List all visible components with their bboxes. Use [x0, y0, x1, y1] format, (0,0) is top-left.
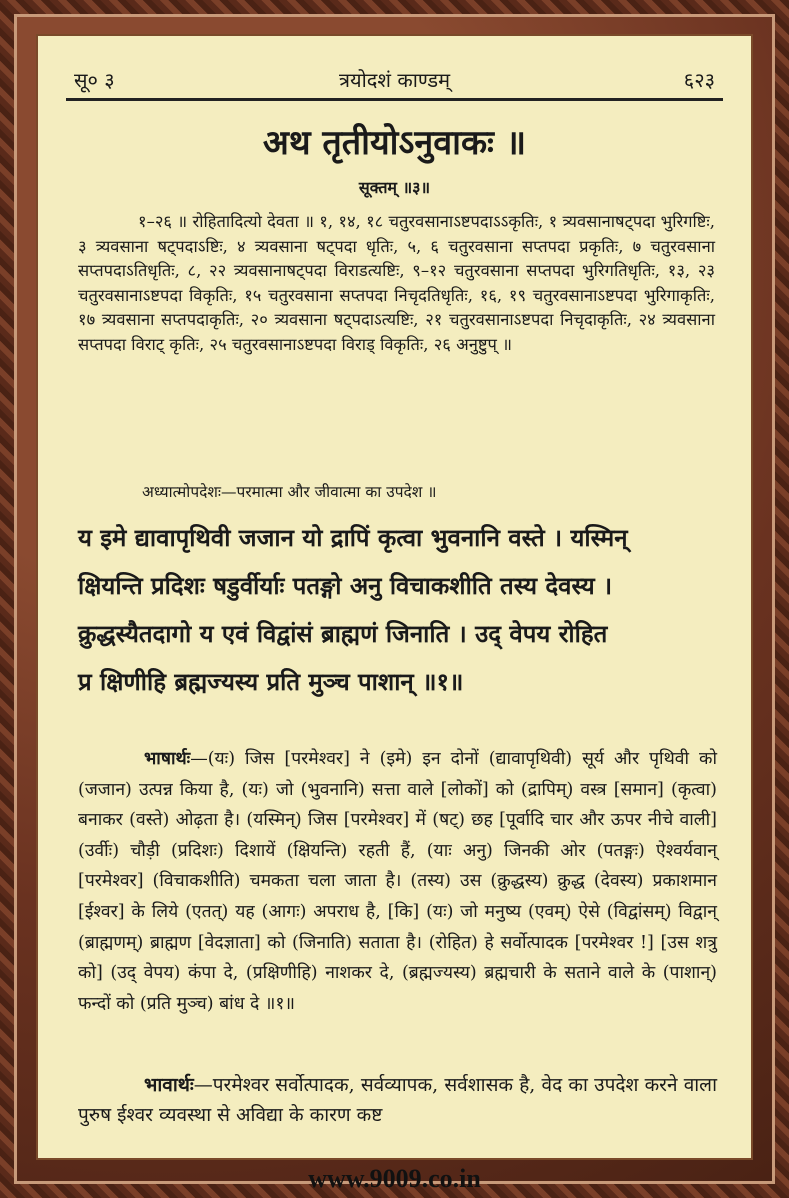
website-watermark: www.9009.co.in	[308, 1164, 481, 1193]
page-number: ६२३	[683, 68, 715, 92]
bhasharth-paragraph	[78, 744, 717, 1019]
bhasharth-label: भाषार्थः	[144, 749, 191, 769]
anuvaka-title: अथ तृतीयोऽनुवाकः ॥	[262, 123, 527, 163]
mantra-line: क्षियन्ति प्रदिशः षडुर्वीर्याः पतङ्गो अनु विचाकशीति तस्य देवस्य ।	[78, 571, 613, 600]
bhavarth-label: भावार्थः	[144, 1074, 194, 1096]
devata-chhanda-text: १–२६ ॥ रोहितादित्यो देवता ॥ १, १४, १८ चतुरवसानाऽष्टपदाऽऽकृतिः, १ त्र्यवसानाषट्पदा भुरिगष्टिः, ३ त्र्यवसाना षट्पदाऽष्टिः, ४ त्र्यवसाना षट्पदा धृतिः, ५, ६ चतुरवसाना सप्तपदा प्रकृतिः, ७ चतुरवसाना सप्तपदाऽतिधृतिः, ८, २२ त्र्यवसानाषट्पदा विराडत्यष्टिः, ९–१२ चतुरवसाना सप्तपदा भुरिगतिधृतिः, १३, २३ चतुरवसानाऽष्टपदा विकृतिः, १५ चतुरवसाना सप्तपदा निचृदतिधृतिः, १६, १९ चतुरवसानाऽष्टपदा भुरिगाकृतिः, १७ त्र्यवसाना सप्तपदाकृतिः, २० त्र्यवसाना षट्पदाऽत्यष्टिः, २१ चतुरवसानाऽष्टपदा निचृदाकृतिः, २४ त्र्यवसाना सप्तपदा विराट् कृतिः, २५ चतुरवसानाऽष्टपदा विराड् विकृतिः, २६ अनुष्टुप् ॥	[78, 212, 715, 354]
mantra-line: य इमे द्यावापृथिवी जजान यो द्रापिं कृत्वा भुवनानि वस्ते । यस्मिन्	[78, 523, 628, 552]
kanda-title: त्रयोदशं काण्डम्	[338, 68, 451, 92]
bhavarth-paragraph	[78, 1070, 717, 1130]
bhavarth-text: —परमेश्वर सर्वोत्पादक, सर्वव्यापक, सर्वशासक है, वेद का उपदेश करने वाला पुरुष ईश्वर व्यवस्था से अविद्या के कारण कष्ट	[78, 1074, 717, 1126]
mantra-line: क्रुद्धस्यैतदागो य एवं विद्वांसं ब्राह्मणं जिनाति । उद् वेपय रोहित	[78, 619, 608, 648]
mantra-line: प्र क्षिणीहि ब्रह्मज्यस्य प्रति मुञ्च पाशान् ॥१॥	[78, 667, 464, 696]
mantra-block	[78, 514, 721, 706]
topic-line: अध्यात्मोपदेशः—परमात्मा और जीवात्मा का उपदेश ॥	[142, 483, 437, 501]
bhasharth-text: —(यः) जिस [परमेश्वर] ने (इमे) इन दोनों (द्यावापृथिवी) सूर्य और पृथिवी को (जजान) उत्पन्न किया है, (यः) जो (भुवनानि) सत्ता वाले [लोकों] को (द्रापिम्) वस्त्र [समान] (कृत्वा) बनाकर (वस्ते) ओढ़ता है। (यस्मिन्) जिस [परमेश्वर] में (षट्) छह [पूर्वादि चार और ऊपर नीचे वाली] (उर्वीः) चौड़ी (प्रदिशः) दिशायें (क्षियन्ति) रहती हैं, (याः अनु) जिनकी ओर (पतङ्गः) ऐश्वर्यवान् [परमेश्वर] (विचाकशीति) चमकता चला जाता है। (तस्य) उस (क्रुद्धस्य) क्रुद्ध (देवस्य) प्रकाशमान [ईश्वर] के लिये (एतत्) यह (आगः) अपराध है, [कि] (यः) जो मनुष्य (एवम्) ऐसे (विद्वांसम्) विद्वान् (ब्राह्मणम्) ब्राह्मण [वेदज्ञाता] को (जिनाति) सताता है। (रोहित) हे सर्वोत्पादक [परमेश्वर !] [उस शत्रु को] (उद् वेपय) कंपा दे, (प्रक्षिणीहि) नाशकर दे, (ब्रह्मज्यस्य) ब्रह्मचारी के सताने वाले के (पाशान्) फन्दों को (प्रति मुञ्च) बांध दे ॥१॥	[78, 749, 717, 1014]
header-rule	[66, 98, 723, 101]
scanned-page	[36, 34, 753, 1160]
running-header	[66, 62, 723, 102]
sukta-heading: सूक्तम् ॥३॥	[358, 178, 431, 197]
sukta-number: सू० ३	[74, 68, 115, 92]
